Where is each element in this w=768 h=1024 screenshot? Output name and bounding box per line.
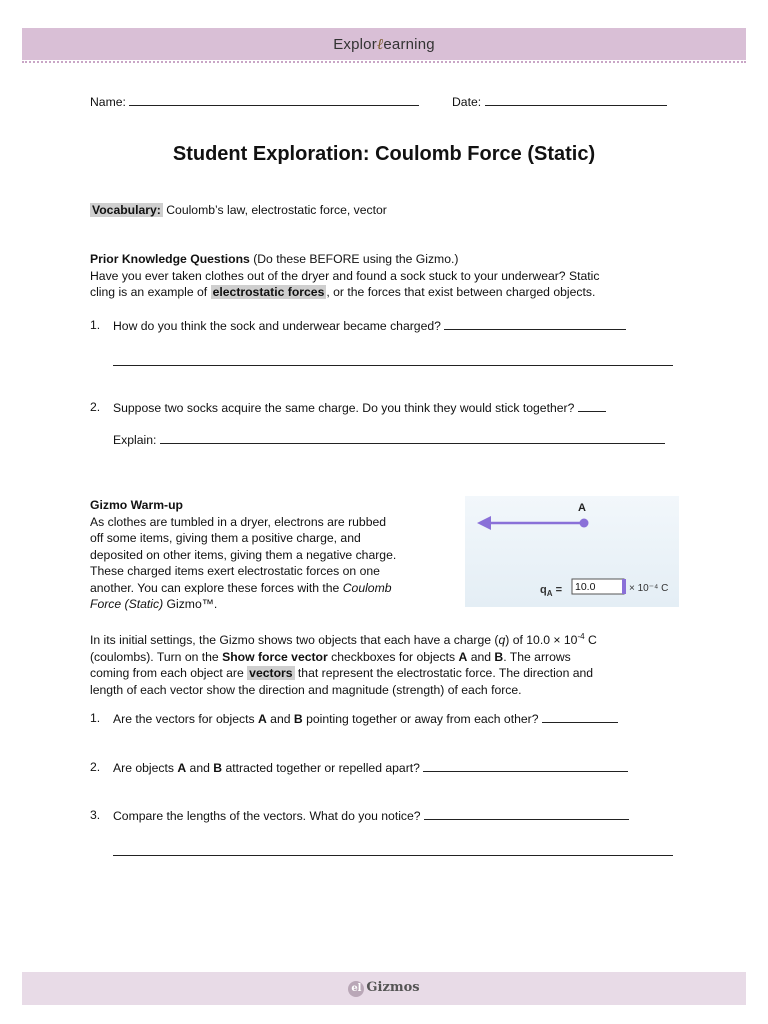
charge-unit: × 10⁻⁴ C <box>629 583 669 594</box>
footer-band <box>22 972 746 1005</box>
header-divider <box>22 61 746 63</box>
gizmo-screenshot <box>465 496 679 607</box>
name-row <box>90 93 419 111</box>
charge-slider-handle[interactable] <box>622 579 626 594</box>
q2-answer-line[interactable] <box>578 399 606 412</box>
q1-answer-line-2[interactable] <box>113 365 673 366</box>
explain-answer-line[interactable] <box>160 431 665 444</box>
prior-line-1: Have you ever taken clothes out of the dryer and found a sock stuck to your underwear? Static <box>90 268 600 283</box>
electrostatic-forces-term: electrostatic forces <box>212 285 325 299</box>
name-label: Name: <box>90 95 126 109</box>
warmup-heading: Gizmo Warm-up <box>90 498 183 512</box>
vocabulary <box>90 202 387 219</box>
prior-line-2: cling is an example of electrostatic forces , or the forces that exist between charged objects. <box>90 285 596 299</box>
arrow-head-icon <box>477 516 491 530</box>
q1-answer-line[interactable] <box>444 317 626 330</box>
w1-answer-line[interactable] <box>542 710 618 723</box>
header-band <box>22 28 746 60</box>
gizmos-logo: el Gizmos <box>348 980 419 997</box>
warmup-section: Gizmo Warm-up As clothes are tumbled in a dryer, electrons are rubbed off some items, giving them a positive charge, and deposited on other items, giving them a negative charge. These charged items exert electrostatic forces on one another. You can explore these forces with the Coulomb Force (Static) Gizmo™. <box>90 498 397 611</box>
w2-answer-line[interactable] <box>423 759 628 772</box>
vocabulary-text: Coulomb’s law, electrostatic force, vector <box>162 203 387 217</box>
explain-label: Explain: <box>113 433 157 447</box>
gizmos-badge-icon: el <box>348 981 364 997</box>
object-a-dot <box>580 519 589 528</box>
initial-settings-paragraph: In its initial settings, the Gizmo shows two objects that each have a charge (q) of $10.0 \times 10^{-4}$ C (coulombs). Turn on the Show force vector checkboxes for objects A and B. The arrows coming from each object are vectors that represent the electrostatic force. The direction and length of each vector show the direction and magnitude (strength) of each force. <box>90 632 597 697</box>
prior-heading: Prior Knowledge Questions <box>90 252 250 266</box>
date-field[interactable] <box>485 93 667 106</box>
date-label: Date: <box>452 95 482 109</box>
vocabulary-label: Vocabulary: <box>92 203 161 217</box>
vectors-term: vectors <box>249 666 293 681</box>
explorelearning-logo: Explorℓearning <box>333 34 435 53</box>
page-title: Student Exploration: Coulomb Force (Static) <box>172 143 596 165</box>
explain-row <box>113 431 665 449</box>
name-field[interactable] <box>129 93 419 106</box>
prior-knowledge-section <box>90 251 690 301</box>
brand-leaf-icon: ℓ <box>376 34 384 53</box>
w3-answer-line-2[interactable] <box>113 855 673 856</box>
charge-input-value: 10.0 <box>575 581 596 593</box>
date-row <box>452 93 667 111</box>
charge-label: $q_A$ = <box>540 584 562 599</box>
prior-heading-note: (Do these BEFORE using the Gizmo.) <box>249 252 459 266</box>
w3-answer-line[interactable] <box>424 807 629 820</box>
object-a-label: A <box>578 502 586 514</box>
